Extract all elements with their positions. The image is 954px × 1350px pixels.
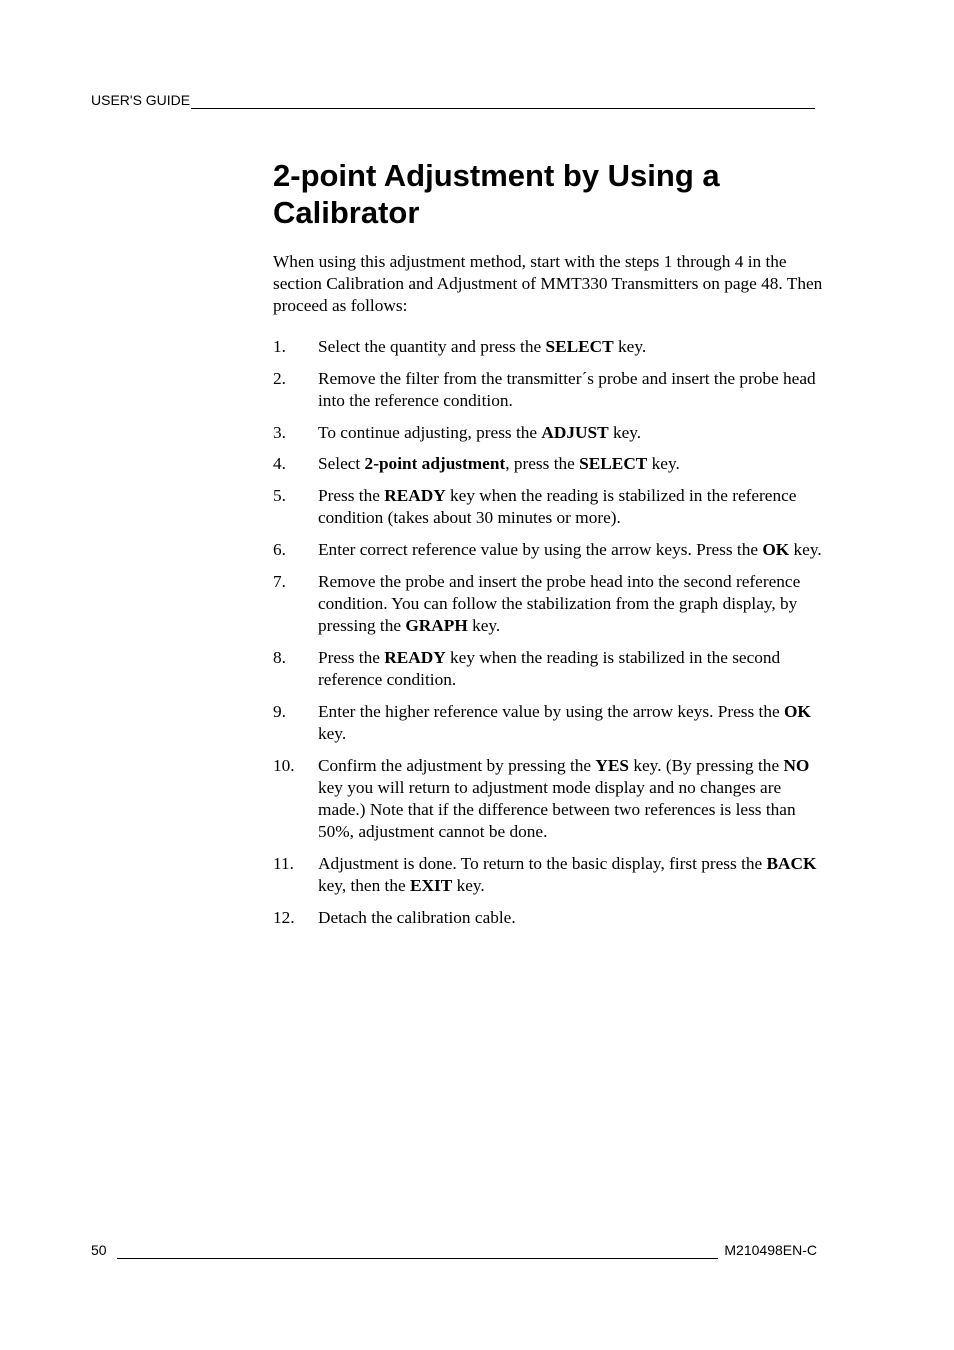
step-text-run: Press the	[318, 647, 385, 667]
step-text	[318, 453, 823, 475]
step-number: 8.	[273, 647, 286, 667]
step-text	[318, 701, 823, 745]
step-item	[273, 907, 823, 929]
step-text	[318, 755, 823, 844]
key-name: EXIT	[409, 876, 453, 896]
step-text-run: key.	[613, 337, 647, 356]
step-number: 1.	[273, 337, 286, 356]
step-text-run: Remove the probe and insert the probe head into the second reference condition. You can follow the stabilization from the graph display, by pressing the	[318, 571, 801, 636]
key-name: READY	[384, 486, 446, 506]
step-item	[273, 701, 823, 745]
step-text	[318, 336, 823, 358]
section-heading: 2-point Adjustment by Using a Calibrator	[273, 158, 720, 230]
step-item	[273, 368, 823, 412]
step-number: 11.	[273, 853, 294, 873]
key-name: ADJUST	[541, 422, 609, 442]
step-item	[273, 755, 823, 844]
step-number: 4.	[273, 454, 286, 474]
key-name: BACK	[766, 853, 817, 873]
step-item	[273, 647, 823, 691]
page-number: 50	[91, 1242, 107, 1258]
key-name: NO	[783, 755, 810, 775]
step-text-run: key.	[608, 422, 642, 442]
key-name: SELECT	[579, 454, 648, 474]
step-text-run: Adjustment is done. To return to the basic display, first press the	[318, 853, 767, 873]
step-text	[318, 853, 823, 897]
key-name: SELECT	[545, 337, 614, 356]
step-text-run: key when the reading is stabilized in the second reference condition.	[318, 647, 781, 689]
step-item	[273, 336, 823, 358]
step-number: 12.	[273, 907, 295, 927]
step-text-run: key.	[467, 616, 501, 636]
step-text-run: key.	[789, 539, 822, 559]
step-text-run: Press the	[318, 486, 385, 506]
key-name: YES	[595, 755, 630, 775]
step-number: 9.	[273, 701, 286, 721]
step-text-run: key, then the	[318, 876, 410, 896]
step-text-run: Detach the calibration cable.	[318, 907, 516, 927]
step-item	[273, 539, 823, 561]
step-text	[318, 571, 823, 638]
step-text-run: Select the quantity and press the	[318, 337, 546, 356]
running-header-title: USER'S GUIDE	[91, 92, 191, 108]
step-text-run: key.	[318, 723, 347, 743]
step-item	[273, 853, 823, 897]
step-number: 10.	[273, 755, 295, 775]
key-name: OK	[783, 701, 811, 721]
key-name: GRAPH	[405, 616, 468, 636]
step-text-run: To continue adjusting, press the	[318, 422, 542, 442]
key-name: READY	[384, 647, 446, 667]
step-text	[318, 539, 823, 561]
step-text	[318, 368, 823, 412]
step-item	[273, 571, 823, 638]
step-text	[318, 422, 823, 444]
step-text-run: Enter correct reference value by using the arrow keys. Press the	[318, 539, 763, 559]
step-text	[318, 485, 823, 529]
footer-rule	[117, 1244, 719, 1259]
step-text-run: Remove the filter from the transmitter´s probe and insert the probe head into the reference condition.	[318, 368, 816, 410]
step-text-run: , press the	[505, 454, 580, 474]
step-text-run: key. (By pressing the	[629, 755, 784, 775]
intro-paragraph: When using this adjustment method, start with the steps 1 through 4 in the section Calibration and Adjustment of MMT330 Transmitters on page 48. Then proceed as follows:	[273, 252, 823, 315]
step-number: 2.	[273, 368, 286, 388]
step-text	[318, 647, 823, 691]
step-number: 3.	[273, 422, 286, 442]
key-name: OK	[762, 539, 790, 559]
running-header	[91, 91, 815, 109]
step-text-run: key you will return to adjustment mode display and no changes are made.) Note that if the difference between two references is less than 50%, adjustment cannot be done.	[318, 777, 796, 842]
step-text-run: key.	[647, 454, 680, 474]
step-text-run: key when the reading is stabilized in the reference condition (takes about 30 minutes or more).	[318, 486, 797, 528]
step-text-run: Confirm the adjustment by pressing the	[318, 755, 596, 775]
step-number: 6.	[273, 539, 286, 559]
step-number: 5.	[273, 486, 286, 506]
step-text-run: key.	[452, 876, 485, 896]
document-code: M210498EN-C	[724, 1242, 817, 1258]
steps-list	[273, 336, 823, 929]
step-text-run: Select	[318, 454, 365, 474]
step-text	[318, 907, 823, 929]
step-number: 7.	[273, 571, 286, 591]
page-content	[273, 157, 823, 938]
step-item	[273, 453, 823, 475]
key-name: 2-point adjustment	[364, 454, 506, 474]
step-item	[273, 485, 823, 529]
step-text-run: Enter the higher reference value by using the arrow keys. Press the	[318, 701, 784, 721]
page-footer	[91, 1241, 817, 1259]
step-item	[273, 422, 823, 444]
header-rule	[191, 94, 815, 109]
